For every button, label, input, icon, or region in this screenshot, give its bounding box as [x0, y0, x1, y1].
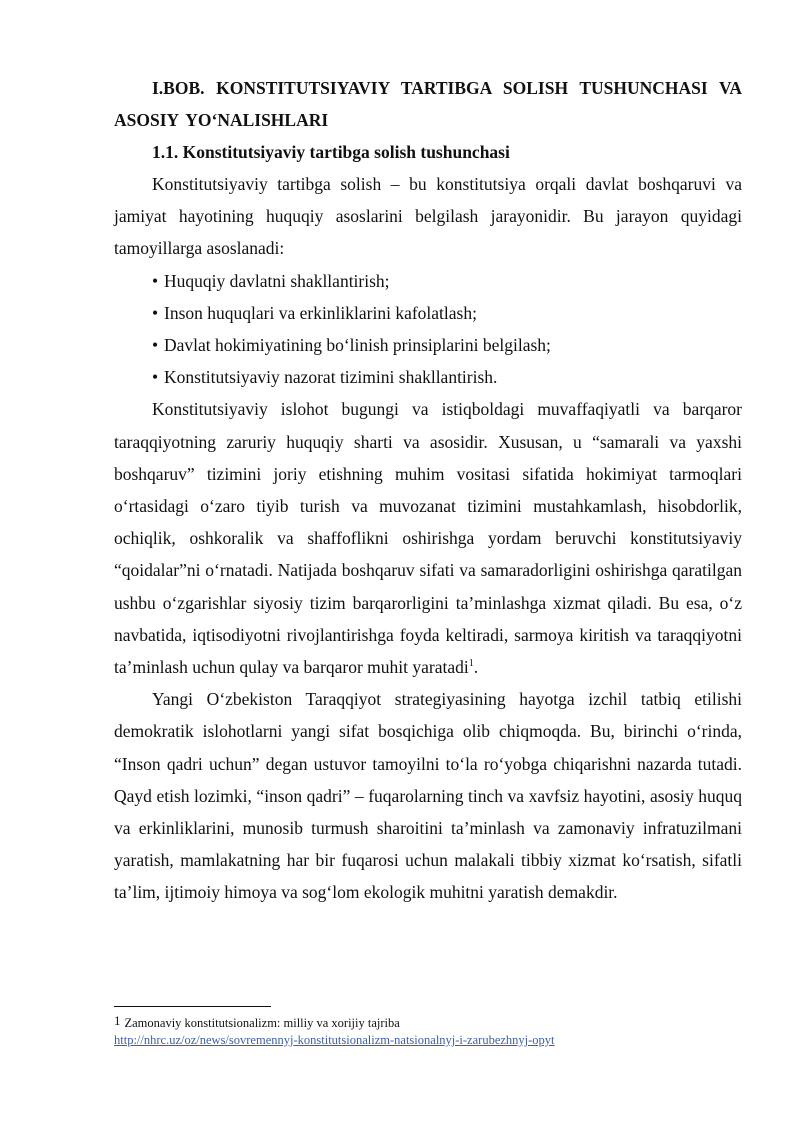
- intro-paragraph: Konstitutsiyaviy tartibga solish – bu konstitutsiya orqali davlat boshqaruvi va jamiyat hayotining huquqiy asoslarini belgilash jarayonidir. Bu jarayon quyidagi tamoyillarga asoslanadi:: [114, 174, 742, 259]
- reform-paragraph-end: .: [473, 657, 479, 678]
- list-item-text: Inson huquqlari va erkinliklarini kafolatlash;: [164, 302, 477, 323]
- footnote: [114, 1012, 754, 1049]
- chapter-heading: I.BOB. KONSTITUTSIYAVIY TARTIBGA SOLISH TUSHUNCHASI VA ASOSIY YO‘NALISHLARI: [114, 78, 742, 130]
- document-body: [114, 72, 742, 909]
- list-item: [114, 297, 742, 329]
- reform-paragraph-text: Konstitutsiyaviy islohot bugungi va istiqboldagi muvaffaqiyatli va barqaror taraqqiyotning zaruriy huquqiy sharti va asosidir. Xususan, u “samarali va yaxshi boshqaruv” tizimini joriy etishning muhim vositasi sifatida hokimiyat tarmoqlari o‘rtasidagi o‘zaro tiyib turish va muvozanat tizimini mustahkamlash, hisobdorlik, ochiqlik, oshkoralik va shaffoflikni oshirishga yordam beruvchi konstitutsiyaviy “qoidalar”ni o‘rnatadi. Natijada boshqaruv sifati va samaradorligini oshirishga qaratilgan ushbu o‘zgarishlar siyosiy tizim barqarorligini ta’minlashga xizmat qiladi. Bu esa, o‘z navbatida, iqtisodiyotni rivojlantirishga foyda keltiradi, sarmoya kiritish va taraqqiyotni ta’minlash uchun qulay va barqaror muhit yaratadi: [114, 399, 742, 678]
- section-heading: 1.1. Konstitutsiyaviy tartibga solish tushunchasi: [152, 142, 510, 162]
- footnote-divider: [114, 1006, 271, 1007]
- bullet-icon: •: [152, 270, 159, 291]
- list-item: [114, 329, 742, 361]
- strategy-paragraph: Yangi O‘zbekiston Taraqqiyot strategiyasining hayotga izchil tatbiq etilishi demokratik islohotlarni yangi sifat bosqichiga olib chiqmoqda. Bu, birinchi o‘rinda, “Inson qadri uchun” degan ustuvor tamoyilni to‘la ro‘yobga chiqarishni nazarda tutadi. Qayd etish lozimki, “inson qadri” – fuqarolarning tinch va xavfsiz hayotini, asosiy huquq va erkinliklarini, munosib turmush sharoitini ta’minlash va zamonaviy infratuzilmani yaratish, mamlakatning har bir fuqarosi uchun malakali tibbiy xizmat ko‘rsatish, sifatli ta’lim, ijtimoiy himoya va sog‘lom ekologik muhitni yaratish demakdir.: [114, 689, 742, 903]
- bullet-icon: •: [152, 302, 159, 323]
- bullet-icon: •: [152, 335, 159, 356]
- principles-list: [114, 265, 742, 394]
- bullet-icon: •: [152, 367, 159, 388]
- footnote-text: Zamonaviy konstitutsionalizm: milliy va xorijiy tajriba: [124, 1016, 400, 1030]
- list-item: [114, 265, 742, 297]
- list-item: [114, 361, 742, 393]
- footnote-number: 1: [114, 1013, 121, 1028]
- list-item-text: Konstitutsiyaviy nazorat tizimini shakllantirish.: [164, 367, 498, 388]
- list-item-text: Davlat hokimiyatining bo‘linish prinsiplarini belgilash;: [164, 335, 551, 356]
- footnote-reference[interactable]: 1: [468, 658, 474, 670]
- footnote-link-line: [114, 1032, 754, 1049]
- reform-paragraph: [114, 393, 742, 683]
- list-item-text: Huquqiy davlatni shakllantirish;: [164, 270, 390, 291]
- footnote-link[interactable]: http://nhrc.uz/oz/news/sovremennyj-konstitutsionalizm-natsionalnyj-i-zarubezhnyj-opyt: [114, 1033, 555, 1047]
- footnote-line: [114, 1012, 754, 1032]
